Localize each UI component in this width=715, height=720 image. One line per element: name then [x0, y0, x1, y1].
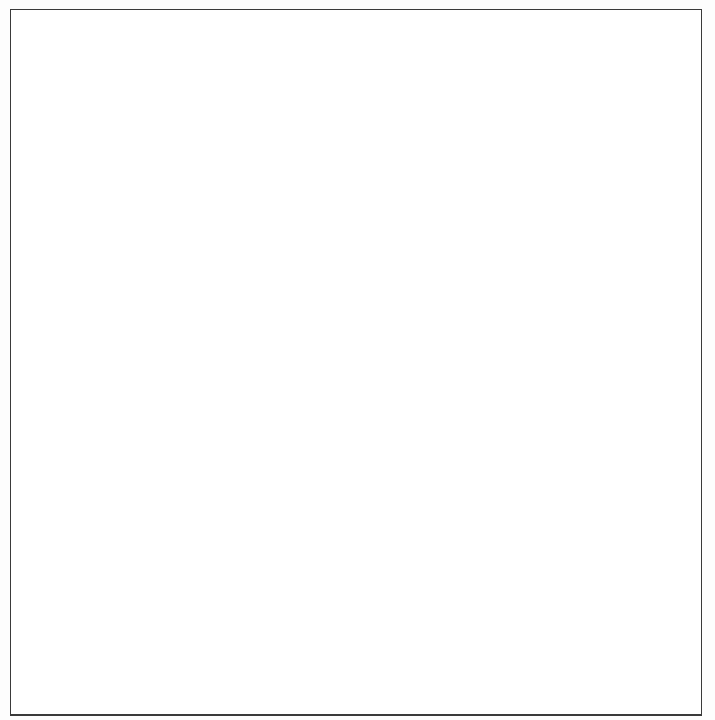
model-selection-table [10, 9, 702, 716]
